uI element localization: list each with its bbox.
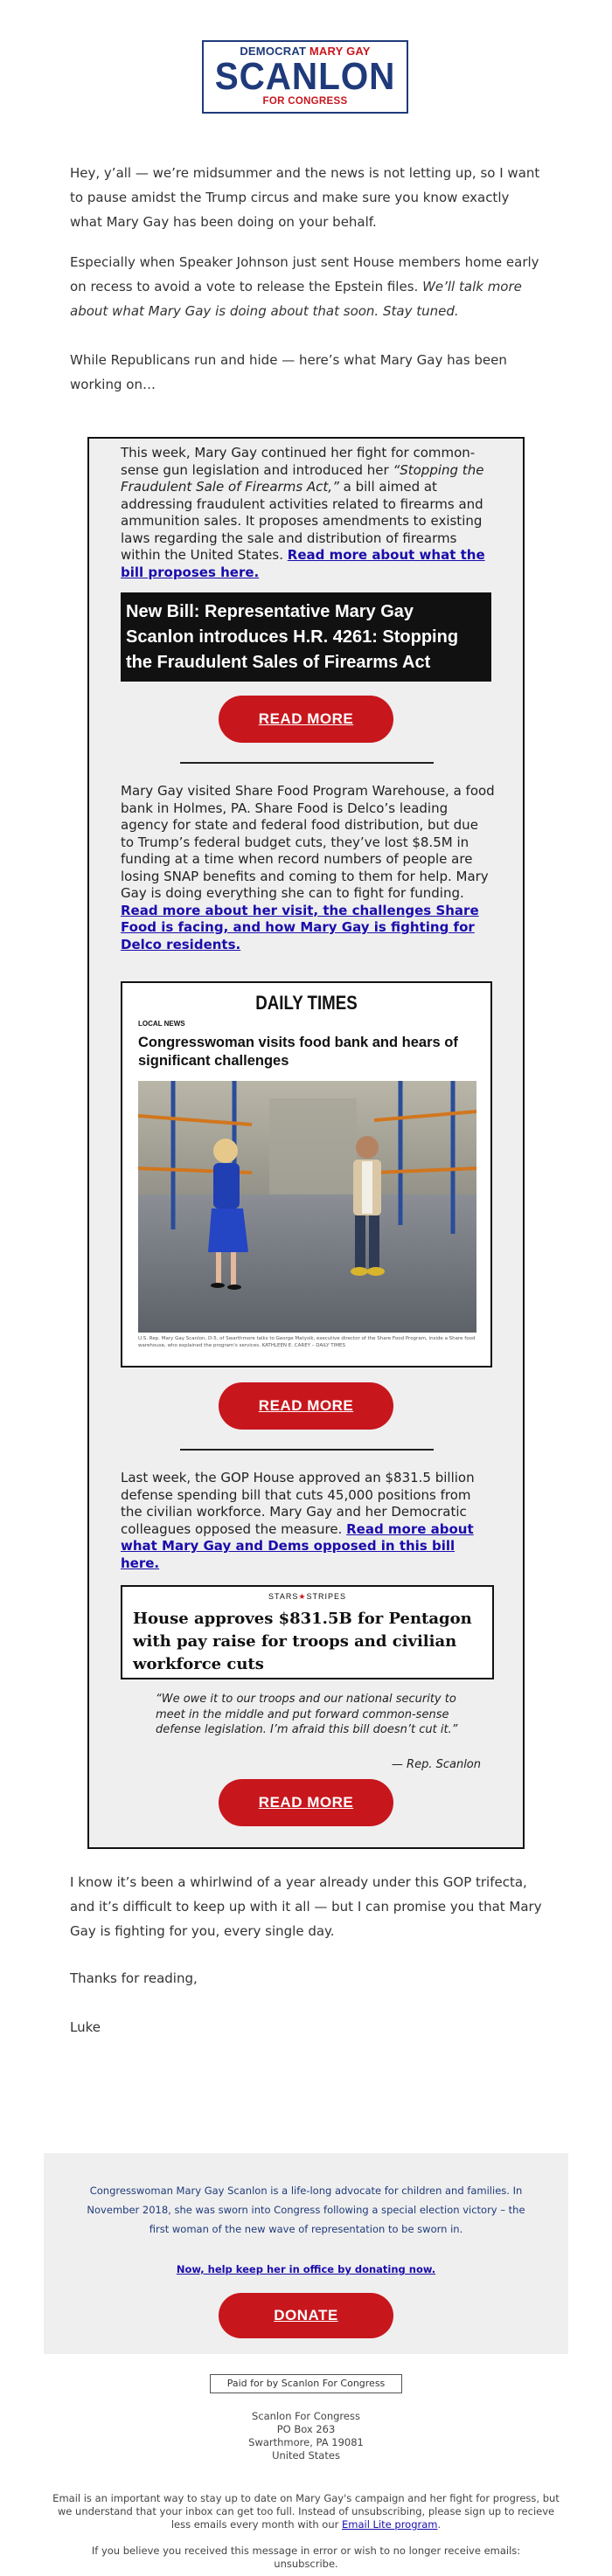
signature-name: Luke — [70, 2019, 101, 2035]
donate-cta-link[interactable]: Now, help keep her in office by donating now. — [176, 2263, 436, 2275]
sign-off: Thanks for reading, — [70, 1970, 198, 1986]
email-lite-link[interactable]: Email Lite program — [342, 2518, 438, 2531]
scanlon-quote: “We owe it to our troops and our national security to meet in the middle and put forward common-sense defense legislation. I’m afraid this bill doesn’t cut it.” — [156, 1693, 458, 1736]
photo-caption: U.S. Rep. Mary Gay Scanlon, D-5, of Swarthmore talks to George Matysik, executive director of the Share Food Program, inside a Share food warehouse, who explained the program's services. KATHLEEN E. CAREY – DAILY TIMES — [138, 1336, 476, 1348]
defense-bill-paragraph — [121, 1470, 495, 1572]
daily-times-article-card[interactable] — [121, 981, 492, 1368]
defense-bill-link[interactable]: Read more about what Mary Gay and Dems opposed in this bill here. — [121, 1520, 474, 1571]
bio-panel — [44, 2153, 568, 2354]
unsubscribe-link[interactable]: unsubscribe. — [274, 2558, 338, 2570]
mailing-address — [0, 2410, 612, 2462]
logo-mary-gay: MARY GAY — [309, 45, 371, 58]
intro-p2-emphasis: We’ll talk more about what Mary Gay is doing about that soon. Stay tuned. — [70, 279, 522, 319]
article-headline: Congresswoman visits food bank and hears of significant challenges — [138, 1035, 458, 1069]
food-bank-text: Mary Gay visited Share Food Program Warehouse, a food bank in Holmes, PA. Share Food is Delco’s leading agency for state and federal food distribution, but due to Trump’s federal budget cuts, they’ve lost $8.5M in funding at a time when record numbers of people are losing SNAP benefits and coming to them for help. Mary Gay is doing everything she can to fight for funding. — [121, 783, 495, 901]
address-line: Scanlon For Congress — [252, 2410, 360, 2422]
updates-box — [87, 437, 525, 1849]
gun-bill-paragraph — [121, 445, 495, 581]
defense-bill-text: Last week, the GOP House approved an $831.5 billion defense spending bill that cuts 45,000 positions from the civilian workforce. Mary Gay and her Democratic colleagues opposed the measure. — [121, 1470, 475, 1537]
read-more-button-1[interactable]: READ MORE — [219, 696, 393, 743]
address-line: Swarthmore, PA 19081 — [248, 2436, 364, 2448]
read-more-button-2[interactable]: READ MORE — [219, 1382, 393, 1430]
read-more-button-3[interactable]: READ MORE — [219, 1779, 393, 1826]
food-bank-link[interactable]: Read more about her visit, the challenges Share Food is facing, and how Mary Gay is fighting for Delco residents. — [121, 902, 479, 952]
food-bank-visit-photo — [138, 1081, 476, 1333]
intro-paragraph-2 — [70, 250, 542, 323]
star-icon: ★ — [298, 1592, 307, 1601]
intro-paragraph-3: While Republicans run and hide — here’s what Mary Gay has been working on… — [70, 352, 507, 392]
unsubscribe-notice: If you believe you received this message in error or wish to no longer receive emails: — [91, 2545, 521, 2557]
stars-and-stripes-article-card[interactable] — [121, 1585, 494, 1679]
email-lite-notice — [52, 2492, 560, 2531]
stars-and-stripes-masthead — [122, 1592, 492, 1602]
outro-paragraph: I know it’s been a whirlwind of a year already under this GOP trifecta, and it’s difficult to keep up with it all — but I can promise you that Mary Gay is fighting for you, every single day. — [70, 1874, 542, 1939]
logo-for-congress: FOR CONGRESS — [262, 96, 348, 107]
email-lite-period: . — [437, 2518, 442, 2531]
pentagon-headline: House approves $831.5B for Pentagon with pay raise for troops and civilian workforce cuts — [133, 1610, 472, 1673]
logo-scanlon: SCANLON — [214, 55, 396, 98]
address-line: PO Box 263 — [276, 2423, 336, 2435]
article-kicker: LOCAL NEWS — [138, 1020, 185, 1028]
email-lite-text: Email is an important way to stay up to date on Mary Gay's campaign and her fight for progress, but we understand that your inbox can get too full. Instead of unsubscribing, please sign up to recieve less emails every month with our — [52, 2492, 560, 2531]
masthead-stripes: STRIPES — [306, 1592, 346, 1601]
divider-2 — [180, 1449, 434, 1451]
daily-times-masthead: DAILY TIMES — [255, 992, 358, 1014]
divider-1 — [180, 762, 434, 764]
food-bank-paragraph — [121, 783, 495, 953]
bio-text: Congresswoman Mary Gay Scanlon is a life-long advocate for children and families. In November 2018, she was sworn into Congress following a special election victory – the first woman of the new wave of representation to be sworn in. — [87, 2185, 525, 2235]
gun-bill-text-2: a bill aimed at addressing fraudulent activities related to firearms and ammunition sales. It proposes amendments to existing laws regarding the sale and distribution of firearms within the United States. — [121, 479, 483, 563]
intro-p2-text: Especially when Speaker Johnson just sent House members home early on recess to avoid a vote to release the Epstein files. — [70, 254, 539, 294]
gun-bill-text: This week, Mary Gay continued her fight for common-sense gun legislation and introduced her — [121, 445, 476, 478]
paid-for-by-box: Paid for by Scanlon For Congress — [210, 2374, 402, 2393]
campaign-logo — [202, 40, 408, 114]
gun-bill-link[interactable]: Read more about what the bill proposes here. — [121, 547, 485, 580]
intro-paragraph-1: Hey, y’all — we’re midsummer and the news is not letting up, so I want to pause amidst the Trump circus and make sure you know exactly what Mary Gay has been doing on your behalf. — [70, 165, 540, 230]
gun-bill-name: “Stopping the Fraudulent Sale of Firearms Act,” — [121, 461, 484, 495]
address-line: United States — [272, 2449, 340, 2462]
quote-attribution: — Rep. Scanlon — [391, 1758, 481, 1771]
masthead-stars: STARS — [268, 1592, 299, 1601]
logo-democrat: DEMOCRAT — [240, 45, 307, 58]
new-bill-banner[interactable]: New Bill: Representative Mary Gay Scanlon introduces H.R. 4261: Stopping the Fraudulent Sales of Firearms Act — [121, 592, 491, 682]
donate-button[interactable]: DONATE — [219, 2293, 393, 2338]
